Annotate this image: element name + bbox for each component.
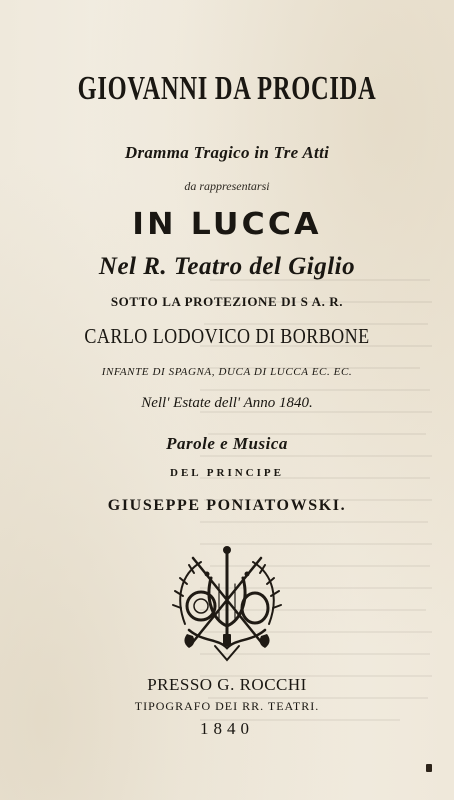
opera-title: GIOVANNI DA PROCIDA: [77, 70, 377, 107]
credits-by-line: DEL PRINCIPE: [170, 467, 284, 479]
protection-line: SOTTO LA PROTEZIONE DI S A. R.: [110, 294, 344, 309]
emblem-drawing: [167, 538, 287, 663]
ink-spot: [426, 764, 432, 772]
patron-name: CARLO LODOVICO DI BORBONE: [84, 324, 370, 348]
theatre-name: Nel R. Teatro del Giglio: [98, 253, 356, 280]
publication-year: 1840: [200, 719, 254, 738]
composer-name: GIUSEPPE PONIATOWSKI.: [107, 497, 347, 514]
city-heading: IN LUCCA: [132, 207, 322, 242]
printer-line: TIPOGRAFO DEI RR. TEATRI.: [134, 699, 320, 713]
publisher-line: PRESSO G. ROCCHI: [147, 675, 307, 694]
musical-instruments-emblem-icon: [167, 538, 287, 663]
patron-titles: INFANTE DI SPAGNA, DUCA DI LUCCA EC. EC.: [101, 366, 353, 378]
credits-line: Parole e Musica: [166, 434, 288, 453]
performance-note: da rappresentarsi: [184, 179, 270, 193]
season-line: Nell' Estate dell' Anno 1840.: [141, 395, 313, 411]
opera-subtitle: Dramma Tragico in Tre Atti: [124, 143, 330, 162]
